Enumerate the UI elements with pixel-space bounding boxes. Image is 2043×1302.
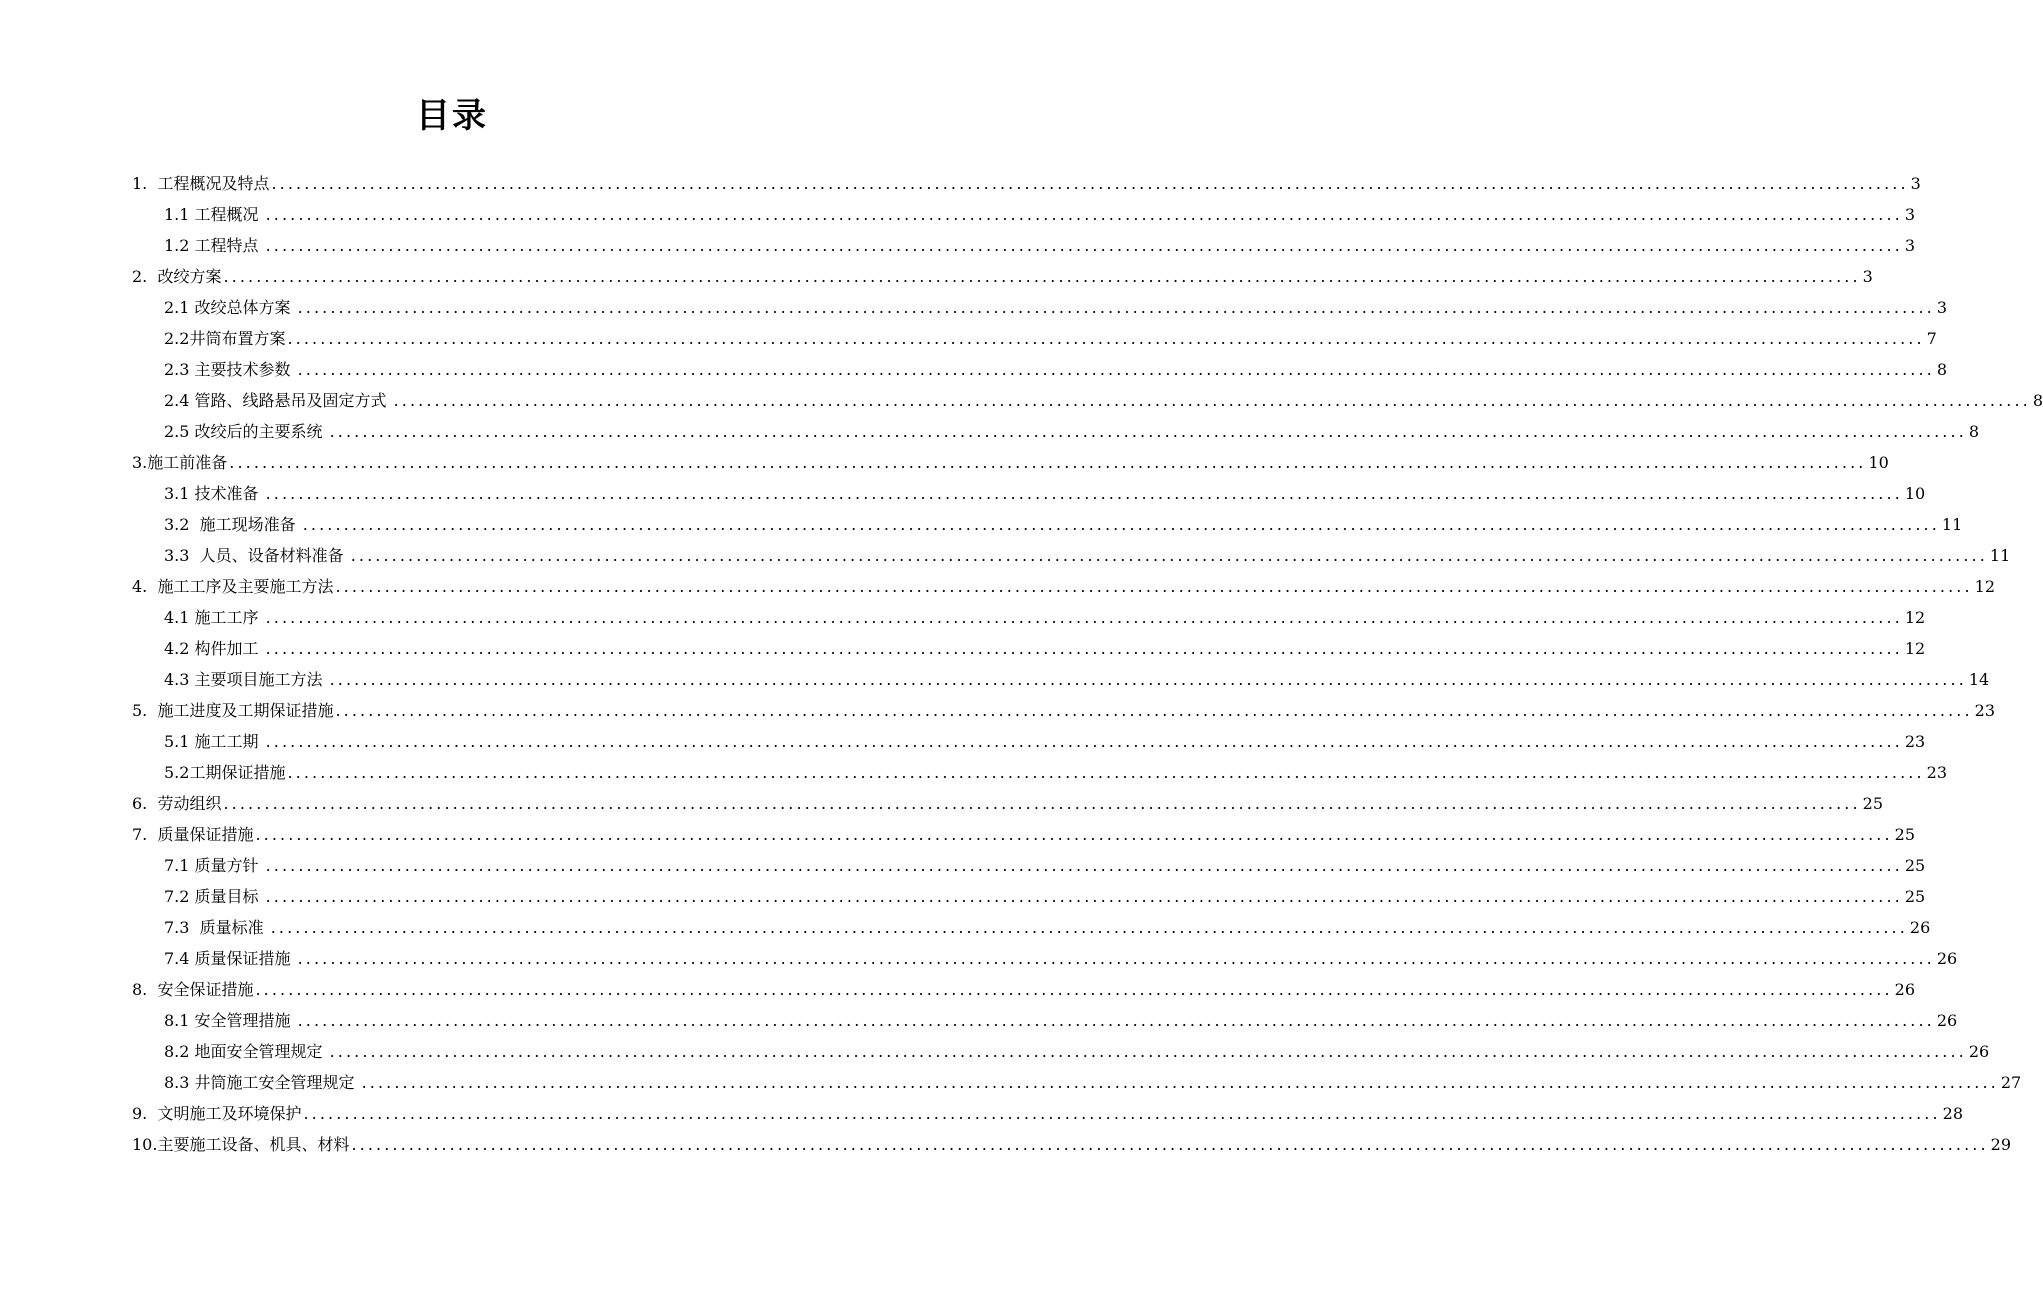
toc-entry[interactable]: [132, 535, 2011, 566]
toc-entry[interactable]: [132, 411, 1979, 442]
toc-entry-page-number: 28: [1942, 1104, 1963, 1123]
toc-entry[interactable]: [132, 1093, 1963, 1124]
toc-entry-label: 2.1 改绞总体方案: [164, 298, 296, 317]
toc-dot-leader: ........................................................................................................................................................................................................: [297, 1011, 1935, 1030]
toc-entry[interactable]: [132, 225, 1915, 256]
toc-entry-page-number: 10: [1904, 484, 1926, 503]
toc-entry-page-number: 23: [1974, 701, 1995, 720]
toc-entry-label: 7.1 质量方针: [164, 856, 264, 875]
toc-entry-page-number: 26: [1909, 918, 1931, 937]
toc-entry-page-number: 25: [1904, 887, 1926, 906]
toc-entry[interactable]: [132, 504, 1963, 535]
toc-entry-page-number: 8: [1968, 422, 1979, 441]
toc-entry[interactable]: [132, 938, 1958, 969]
toc-dot-leader: ........................................................................................................................................................................................................: [351, 1135, 1989, 1154]
toc-dot-leader: ........................................................................................................................................................................................................: [255, 825, 1893, 844]
toc-entry-label: 3.2 施工现场准备: [164, 515, 301, 534]
toc-dot-leader: ........................................................................................................................................................................................................: [302, 515, 1940, 534]
toc-dot-leader: ........................................................................................................................................................................................................: [265, 732, 1903, 751]
toc-entry-page-number: 12: [1904, 608, 1926, 627]
toc-entry-label: 2.3 主要技术参数: [164, 360, 296, 379]
toc-entry-page-number: 25: [1862, 794, 1883, 813]
toc-entry-label: 5. 施工进度及工期保证措施: [132, 701, 334, 720]
toc-dot-leader: ........................................................................................................................................................................................................: [287, 763, 1925, 782]
toc-dot-leader: ........................................................................................................................................................................................................: [255, 980, 1893, 999]
toc-entry-page-number: 3: [1904, 236, 1915, 255]
toc-entry[interactable]: [132, 256, 1873, 287]
toc-entry-label: 4.1 施工工序: [164, 608, 264, 627]
toc-entry[interactable]: [132, 814, 1915, 845]
toc-dot-leader: ........................................................................................................................................................................................................: [329, 422, 1967, 441]
toc-entry-label: 7.3 质量标准: [164, 918, 269, 937]
toc-entry-page-number: 8: [1936, 360, 1947, 379]
toc-entry[interactable]: [132, 349, 1947, 380]
toc-entry[interactable]: [132, 163, 1921, 194]
toc-entry-page-number: 8: [2032, 391, 2043, 410]
toc-entry-page-number: 23: [1904, 732, 1926, 751]
toc-dot-leader: ........................................................................................................................................................................................................: [270, 918, 1908, 937]
toc-entry-page-number: 11: [1989, 546, 2011, 565]
toc-entry[interactable]: [132, 752, 1947, 783]
toc-entry-label: 5.2工期保证措施: [164, 763, 286, 782]
toc-entry[interactable]: [132, 907, 1931, 938]
toc-entry[interactable]: [132, 628, 1926, 659]
toc-entry-page-number: 23: [1926, 763, 1947, 782]
toc-entry-label: 9. 文明施工及环境保护: [132, 1104, 302, 1123]
toc-dot-leader: ........................................................................................................................................................................................................: [329, 1042, 1967, 1061]
toc-entry[interactable]: [132, 597, 1926, 628]
toc-dot-leader: ........................................................................................................................................................................................................: [223, 267, 1861, 286]
toc-entry[interactable]: [132, 380, 2043, 411]
toc-entry-page-number: 3: [1862, 267, 1873, 286]
toc-entry[interactable]: [132, 1000, 1958, 1031]
toc-entry[interactable]: [132, 659, 1990, 690]
toc-entry-page-number: 3: [1936, 298, 1947, 317]
toc-entry-page-number: 12: [1974, 577, 1995, 596]
toc-dot-leader: ........................................................................................................................................................................................................: [393, 391, 2031, 410]
toc-entry-label: 10.主要施工设备、机具、材料: [132, 1135, 350, 1154]
toc-entry-label: 3.1 技术准备: [164, 484, 264, 503]
toc-entry-label: 8.2 地面安全管理规定: [164, 1042, 328, 1061]
toc-entry-label: 8.1 安全管理措施: [164, 1011, 296, 1030]
toc-dot-leader: ........................................................................................................................................................................................................: [287, 329, 1925, 348]
toc-entry-page-number: 25: [1894, 825, 1915, 844]
toc-entry-label: 3.3 人员、设备材料准备: [164, 546, 349, 565]
toc-dot-leader: ........................................................................................................................................................................................................: [265, 608, 1903, 627]
toc-entry[interactable]: [132, 287, 1947, 318]
toc-entry-label: 7.4 质量保证措施: [164, 949, 296, 968]
toc-entry[interactable]: [132, 318, 1937, 349]
toc-dot-leader: ........................................................................................................................................................................................................: [265, 484, 1903, 503]
toc-entry-page-number: 14: [1968, 670, 1990, 689]
toc-entry[interactable]: [132, 783, 1883, 814]
toc-title: 目录: [416, 96, 488, 136]
toc-entry[interactable]: [132, 194, 1915, 225]
toc-dot-leader: ........................................................................................................................................................................................................: [265, 639, 1903, 658]
toc-entry-page-number: 12: [1904, 639, 1926, 658]
toc-dot-leader: ........................................................................................................................................................................................................: [297, 298, 1935, 317]
toc-entry-label: 7. 质量保证措施: [132, 825, 254, 844]
toc-dot-leader: ........................................................................................................................................................................................................: [265, 887, 1903, 906]
toc-dot-leader: ........................................................................................................................................................................................................: [329, 670, 1967, 689]
toc-dot-leader: ........................................................................................................................................................................................................: [271, 174, 1909, 193]
toc-entry[interactable]: [132, 845, 1926, 876]
toc-entry-page-number: 29: [1990, 1135, 2011, 1154]
toc-entry[interactable]: [132, 690, 1995, 721]
toc-entry-label: 2.5 改绞后的主要系统: [164, 422, 328, 441]
toc-entry[interactable]: [132, 566, 1995, 597]
toc-dot-leader: ........................................................................................................................................................................................................: [229, 453, 1867, 472]
toc-entry-page-number: 26: [1894, 980, 1915, 999]
toc-entry-label: 2.2井筒布置方案: [164, 329, 286, 348]
toc-entry-label: 5.1 施工工期: [164, 732, 264, 751]
toc-dot-leader: ........................................................................................................................................................................................................: [335, 701, 1973, 720]
toc-entry-page-number: 26: [1936, 1011, 1958, 1030]
toc-entry-page-number: 3: [1910, 174, 1921, 193]
toc-entry-page-number: 3: [1904, 205, 1915, 224]
toc-entry-label: 2.4 管路、线路悬吊及固定方式: [164, 391, 392, 410]
toc-dot-leader: ........................................................................................................................................................................................................: [335, 577, 1973, 596]
toc-dot-leader: ........................................................................................................................................................................................................: [297, 360, 1935, 379]
toc-entry-page-number: 26: [1936, 949, 1958, 968]
toc-entry-label: 1. 工程概况及特点: [132, 174, 270, 193]
toc-dot-leader: ........................................................................................................................................................................................................: [265, 205, 1903, 224]
toc-entry-label: 1.2 工程特点: [164, 236, 264, 255]
toc-entry-page-number: 25: [1904, 856, 1926, 875]
toc-entry-label: 1.1 工程概况: [164, 205, 264, 224]
toc-entry[interactable]: [132, 473, 1926, 504]
toc-entry-label: 4.2 构件加工: [164, 639, 264, 658]
toc-entry-label: 8. 安全保证措施: [132, 980, 254, 999]
toc-entry-label: 6. 劳动组织: [132, 794, 222, 813]
toc-entry[interactable]: [132, 1124, 2011, 1155]
toc-dot-leader: ........................................................................................................................................................................................................: [265, 236, 1903, 255]
toc-entry[interactable]: [132, 442, 1889, 473]
toc-entry[interactable]: [132, 721, 1926, 752]
toc-entry[interactable]: [132, 969, 1915, 1000]
toc-entry-label: 2. 改绞方案: [132, 267, 222, 286]
toc-entry-page-number: 11: [1941, 515, 1963, 534]
toc-entry-label: 4.3 主要项目施工方法: [164, 670, 328, 689]
toc-entry-page-number: 7: [1926, 329, 1937, 348]
toc-entry-label: 3.施工前准备: [132, 453, 228, 472]
toc-dot-leader: ........................................................................................................................................................................................................: [350, 546, 1988, 565]
toc-entry-page-number: 27: [2000, 1073, 2022, 1092]
toc-entry-page-number: 26: [1968, 1042, 1990, 1061]
toc-entry-label: 4. 施工工序及主要施工方法: [132, 577, 334, 596]
toc-entry-label: 7.2 质量目标: [164, 887, 264, 906]
toc-dot-leader: ........................................................................................................................................................................................................: [223, 794, 1861, 813]
toc-list: [132, 163, 2043, 1155]
toc-entry[interactable]: [132, 1062, 2022, 1093]
toc-dot-leader: ........................................................................................................................................................................................................: [265, 856, 1903, 875]
toc-entry[interactable]: [132, 876, 1926, 907]
toc-entry-page-number: 10: [1868, 453, 1889, 472]
toc-entry[interactable]: [132, 1031, 1990, 1062]
toc-dot-leader: ........................................................................................................................................................................................................: [361, 1073, 1999, 1092]
toc-entry-label: 8.3 井筒施工安全管理规定: [164, 1073, 360, 1092]
toc-dot-leader: ........................................................................................................................................................................................................: [303, 1104, 1941, 1123]
toc-dot-leader: ........................................................................................................................................................................................................: [297, 949, 1935, 968]
